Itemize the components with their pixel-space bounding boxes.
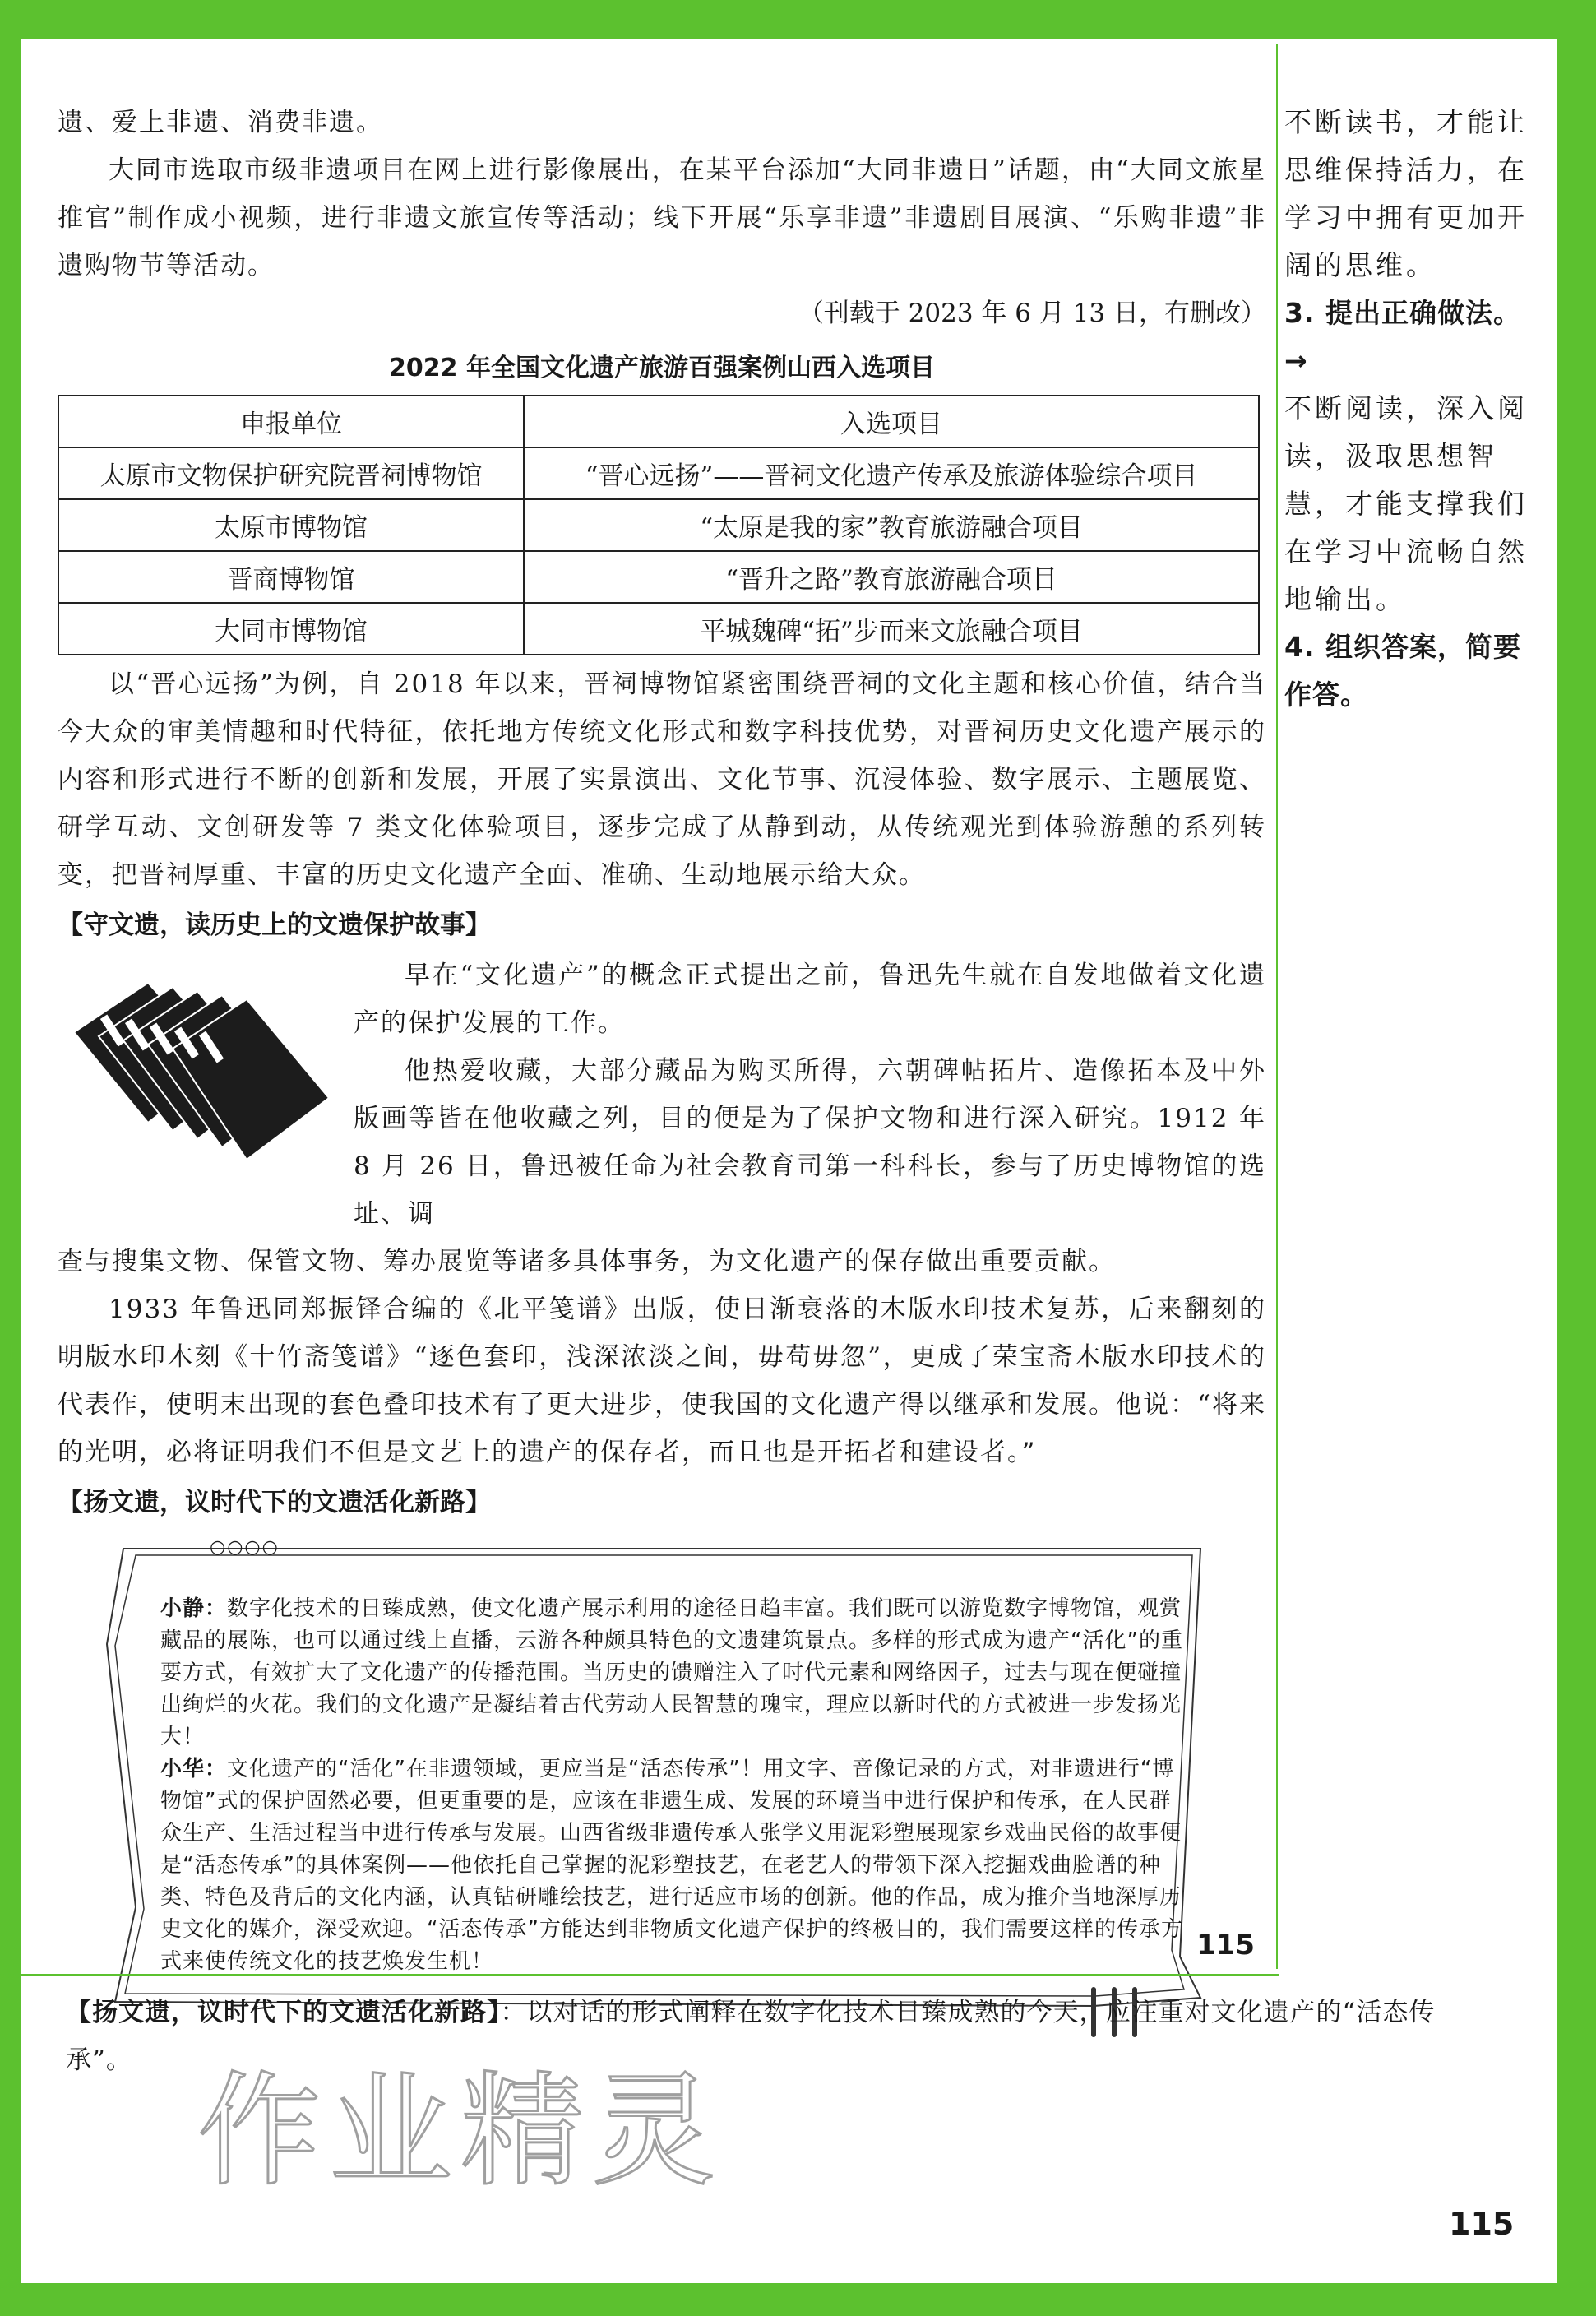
table-cell-unit: 太原市博物馆 [58, 499, 524, 551]
side-column [1284, 99, 1531, 719]
watermark: 作业精灵 [197, 2060, 724, 2203]
table-row [58, 447, 1259, 499]
section-heading-preserve: 【守文遗，读历史上的文遗保护故事】 [58, 910, 491, 940]
paragraph-2: 大同市选取市级非遗项目在网上进行影像展出，在某平台添加“大同非遗日”话题，由“大同文旅星推官”制作成小视频，进行非遗文旅宣传等活动；线下开展“乐享非遗”非遗剧目展演、“乐购非遗”非遗购物节等活动。 [58, 155, 1266, 280]
table-header-project: 入选项目 [524, 396, 1259, 447]
table-cell-project: 平城魏碑“拓”步而来文旅融合项目 [524, 603, 1259, 655]
side-line-1: 不断读书，才能让思维保持活力，在学习中拥有更加开阔的思维。 [1284, 106, 1528, 281]
book-stack-illustration [58, 958, 341, 1164]
bottom-green-border [0, 2283, 1596, 2316]
speaker-2: 小华： [160, 1757, 228, 1781]
selected-projects-table [58, 395, 1260, 655]
source-note: （刊载于 2023 年 6 月 13 日，有删改） [798, 299, 1266, 328]
table-header-unit: 申报单位 [58, 396, 524, 447]
paragraph-6: 1933 年鲁迅同郑振铎合编的《北平笺谱》出版，使日渐衰落的木版水印技术复苏，后来翻刻的明版水印木刻《十竹斋笺谱》“逐色套印，浅深浓淡之间，毋苟毋忽”，更成了荣宝斋木版水印技术的代表作，使明末出现的套色叠印技术有了更大进步，使我国的文化遗产得以继承和发展。他说：“将来的光明，必将证明我们不但是文艺上的遗产的保存者，而且也是开拓者和建设者。” [58, 1295, 1266, 1467]
table-cell-unit: 晋商博物馆 [58, 551, 524, 603]
note-text: ：以对话的形式阐释在数字化技术日臻成熟的今天，应注重对文化遗产的“活态传承”。 [66, 1998, 1436, 2075]
section-heading-promote: 【扬文遗，议时代下的文遗活化新路】 [58, 1488, 491, 1517]
table-cell-project: “晋心远扬”——晋祠文化遗产传承及旅游体验综合项目 [524, 447, 1259, 499]
side-column-divider [1276, 44, 1278, 1969]
book-story-block [58, 952, 1266, 1238]
dialog-entry-1 [160, 1593, 1192, 1753]
side-step-4-title: 4. 组织答案，简要作答。 [1284, 631, 1521, 711]
paragraph-5a: 他热爱收藏，大部分藏品为购买所得，六朝碑帖拓片、造像拓本及中外版画等皆在他收藏之列，目的便是为了保护文物和进行深入研究。1912 年 8 月 26 日，鲁迅被任命为社会教育司第一科科长，参与了历史博物馆的选址、调 [354, 1056, 1266, 1229]
note-separator [21, 1974, 1279, 1976]
table-row [58, 603, 1259, 655]
table-cell-project: “晋升之路”教育旅游融合项目 [524, 551, 1259, 603]
table-cell-project: “太原是我的家”教育旅游融合项目 [524, 499, 1259, 551]
table-row [58, 499, 1259, 551]
paragraph-4: 早在“文化遗产”的概念正式提出之前，鲁迅先生就在自发地做着文化遗产的保护发展的工作。 [354, 961, 1266, 1038]
table-cell-unit: 大同市博物馆 [58, 603, 524, 655]
dialog-1-text: 数字化技术的日臻成熟，使文化遗产展示利用的途径日趋丰富。我们既可以游览数字博物馆，观赏藏品的展陈，也可以通过线上直播，云游各种颇具特色的文遗建筑景点。多样的形式成为遗产“活化”的重要方式，有效扩大了文化遗产的传播范围。当历史的馈赠注入了时代元素和网络因子，过去与现在便碰撞出绚烂的火花。我们的文化遗产是凝结着古代劳动人民智慧的瑰宝，理应以新时代的方式被进一步发扬光大！ [160, 1596, 1183, 1749]
table-header-row [58, 396, 1259, 447]
dialog-entry-2 [160, 1753, 1192, 1978]
book-story-text [354, 952, 1266, 1238]
table-row [58, 551, 1259, 603]
note-label: 【扬文遗，议时代下的文遗活化新路】 [66, 1998, 501, 2027]
speaker-1: 小静： [160, 1596, 228, 1621]
table-cell-unit: 太原市文物保护研究院晋祠博物馆 [58, 447, 524, 499]
dialog-2-text: 文化遗产的“活化”在非遗领域，更应当是“活态传承”！用文字、音像记录的方式，对非遗进行“博物馆”式的保护固然必要，但更重要的是，应该在非遗生成、发展的环境当中进行保护和传承，在人民群众生产、生活过程当中进行传承与发展。山西省级非遗传承人张学义用泥彩塑展现家乡戏曲民俗的故事便是“活态传承”的具体案例——他依托自己掌握的泥彩塑技艺，在老艺人的带领下深入挖掘戏曲脸谱的种类、特色及背后的文化内涵，认真钻研雕绘技艺，进行适应市场的创新。他的作品，成为推介当地深厚历史文化的媒介，深受欢迎。“活态传承”方能达到非物质文化遗产保护的终极目的，我们需要这样的传承方式来使传统文化的技艺焕发生机！ [160, 1757, 1183, 1974]
table-title: 2022 年全国文化遗产旅游百强案例山西入选项目 [389, 354, 935, 382]
paragraph-3: 以“晋心远扬”为例，自 2018 年以来，晋祠博物馆紧密围绕晋祠的文化主题和核心价值，结合当今大众的审美情趣和时代特征，依托地方传统文化形式和数字科技优势，对晋祠历史文化遗产展示的内容和形式进行不断的创新和发展，开展了实景演出、文化节事、沉浸体验、数字展示、主题展览、研学互动、文创研发等 7 类文化体验项目，逐步完成了从静到动，从传统观光到体验游憩的系列转变，把晋祠厚重、丰富的历史文化遗产全面、准确、生动地展示给大众。 [58, 669, 1266, 890]
top-green-border [0, 0, 1596, 39]
paragraph-1: 遗、爱上非遗、消费非遗。 [58, 108, 383, 137]
dialog-text [160, 1593, 1192, 1978]
inner-page-number: 115 [1196, 1929, 1255, 1962]
side-step-3-title: 3. 提出正确做法。→ [1284, 297, 1521, 377]
right-green-border [1557, 0, 1596, 2316]
side-step-3-body: 不断阅读，深入阅读，汲取思想智慧，才能支撑我们在学习中流畅自然地输出。 [1284, 392, 1528, 615]
dialog-dots: ○○○○ [210, 1537, 280, 1558]
left-green-border [0, 0, 21, 2316]
paragraph-5b: 查与搜集文物、保管文物、筹办展览等诸多具体事务，为文化遗产的保存做出重要贡献。 [58, 1247, 1116, 1276]
page-number: 115 [1449, 2206, 1515, 2242]
main-column [58, 99, 1266, 2055]
dialog-box [58, 1529, 1225, 2055]
